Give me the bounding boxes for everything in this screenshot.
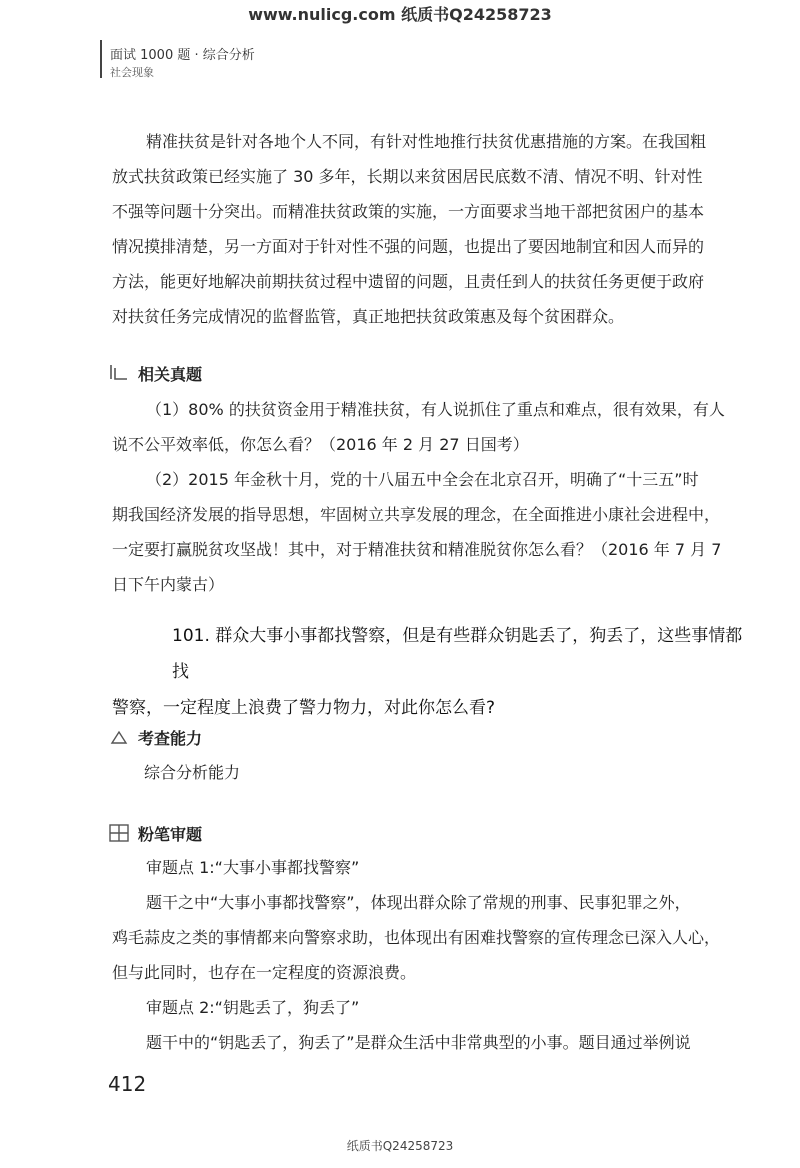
review-point-line: 题干中的“钥匙丢了，狗丢了”是群众生活中非常典型的小事。题目通过举例说 <box>146 1033 691 1052</box>
question-line: 101. 群众大事小事都找警察，但是有些群众钥匙丢了，狗丢了，这些事情都找 <box>172 626 743 682</box>
review-point-line: 题干之中“大事小事都找警察”，体现出群众除了常规的刑事、民事犯罪之外， <box>146 893 691 912</box>
question-line: 警察，一定程度上浪费了警力物力，对此你怎么看? <box>112 698 496 718</box>
running-header-subtitle: 社会现象 <box>110 66 154 79</box>
review-section-icon <box>108 822 130 844</box>
intro-paragraph <box>112 124 732 334</box>
ability-section-title: 考查能力 <box>138 729 203 748</box>
paragraph-line: 不强等问题十分突出。而精准扶贫政策的实施，一方面要求当地干部把贫困户的基本 <box>112 202 705 221</box>
review-point-line: 鸡毛蒜皮之类的事情都来向警察求助，也体现出有困难找警察的宣传理念已深入人心， <box>112 928 721 947</box>
paragraph-line: 情况摸排清楚，另一方面对于针对性不强的问题，也提出了要因地制宜和因人而异的 <box>112 237 705 256</box>
related-section-title: 相关真题 <box>138 365 203 384</box>
list-item <box>112 462 732 602</box>
question-101 <box>112 618 758 726</box>
ability-content: 综合分析能力 <box>144 763 241 782</box>
paragraph-line: 放式扶贫政策已经实施了 30 多年，长期以来贫困居民底数不清、情况不明、针对性 <box>112 167 703 186</box>
paragraph-line: 精准扶贫是针对各地个人不同，有针对性地推行扶贫优惠措施的方案。在我国粗 <box>146 132 707 151</box>
running-header-title: 面试 1000 题 · 综合分析 <box>110 48 255 63</box>
bottom-watermark: 纸质书Q24258723 <box>346 1139 454 1153</box>
review-point-line: 但与此同时，也存在一定程度的资源浪费。 <box>112 963 417 982</box>
related-section-icon <box>108 362 130 384</box>
review-point-label: 审题点 1:“大事小事都找警察” <box>146 858 360 877</box>
review-section-title: 粉笔审题 <box>138 825 203 844</box>
list-item-line: 一定要打赢脱贫攻坚战！其中，对于精准扶贫和精准脱贫你怎么看？（2016 年 7 月 7 <box>112 540 722 559</box>
header-divider <box>100 40 102 78</box>
list-item-line: （1）80% 的扶贫资金用于精准扶贫，有人说抓住了重点和难点，很有效果，有人 <box>146 400 725 419</box>
paragraph-line: 方法，能更好地解决前期扶贫过程中遗留的问题，且责任到人的扶贫任务更便于政府 <box>112 272 705 291</box>
list-item <box>112 392 732 462</box>
page-number: 412 <box>108 1072 147 1096</box>
list-item-line: 说不公平效率低，你怎么看？（2016 年 2 月 27 日国考） <box>112 435 529 454</box>
related-questions-list <box>112 392 732 602</box>
list-item-line: 期我国经济发展的指导思想，牢固树立共享发展的理念，在全面推进小康社会进程中， <box>112 505 721 524</box>
list-item-line: （2）2015 年金秋十月，党的十八届五中全会在北京召开，明确了“十三五”时 <box>146 470 699 489</box>
review-point-label: 审题点 2:“钥匙丢了，狗丢了” <box>146 998 360 1017</box>
ability-section-icon <box>108 726 130 748</box>
paragraph-line: 对扶贫任务完成情况的监督监管，真正地把扶贫政策惠及每个贫困群众。 <box>112 307 625 326</box>
review-content <box>112 850 732 1060</box>
top-watermark: www.nulicg.com 纸质书Q24258723 <box>248 5 552 24</box>
list-item-line: 日下午内蒙古） <box>112 575 225 594</box>
